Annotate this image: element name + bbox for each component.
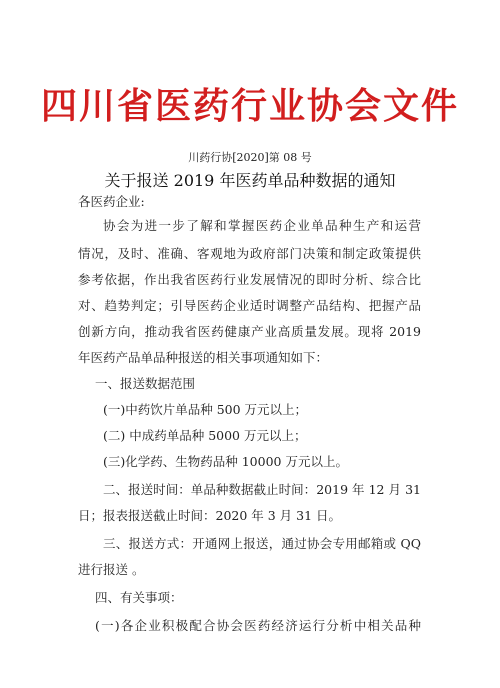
intro-line: 创新方向，推动我省医药健康产业高质量发展。现将 2019 — [78, 324, 421, 339]
list-item: (二) 中成药单品种 5000 万元以上； — [103, 428, 307, 443]
document-number: 川药行协[2020]第 08 号 — [188, 151, 312, 164]
list-item: (三)化学药、生物药品种 10000 万元以上。 — [103, 454, 348, 469]
intro-line: 对、趋势判定；引导医药企业适时调整产品结构、把握产品 — [78, 298, 421, 313]
intro-line: 年医药产品单品种报送的相关事项通知如下： — [78, 350, 329, 365]
section-line: 二、报送时间：单品种数据截止时间：2019 年 12 月 31 — [103, 482, 421, 497]
section-line: 三、报送方式：开通网上报送，通过协会专用邮箱或 QQ — [103, 536, 421, 551]
section-heading: 四、有关事项： — [95, 590, 183, 605]
intro-line: 参考依据，作出我省医药行业发展情况的即时分析、综合比 — [78, 272, 421, 287]
section-line: 日；报表报送截止时间：2020 年 3 月 31 日。 — [78, 508, 342, 523]
intro-line: 情况，及时、准确、客观地为政府部门决策和制定政策提供 — [78, 246, 421, 261]
section-heading: 一、报送数据范围 — [95, 376, 196, 391]
list-item: (一)各企业积极配合协会医药经济运行分析中相关品种 — [95, 618, 421, 633]
section-line: 进行报送 。 — [78, 562, 145, 577]
list-item: (一)中药饮片单品种 500 万元以上； — [103, 402, 308, 417]
notice-title: 关于报送 2019 年医药单品种数据的通知 — [104, 171, 396, 190]
salutation: 各医药企业: — [78, 194, 145, 209]
intro-line: 协会为进一步了解和掌握医药企业单品种生产和运营 — [103, 218, 421, 233]
document-header-title: 四川省医药行业协会文件 — [40, 85, 459, 127]
